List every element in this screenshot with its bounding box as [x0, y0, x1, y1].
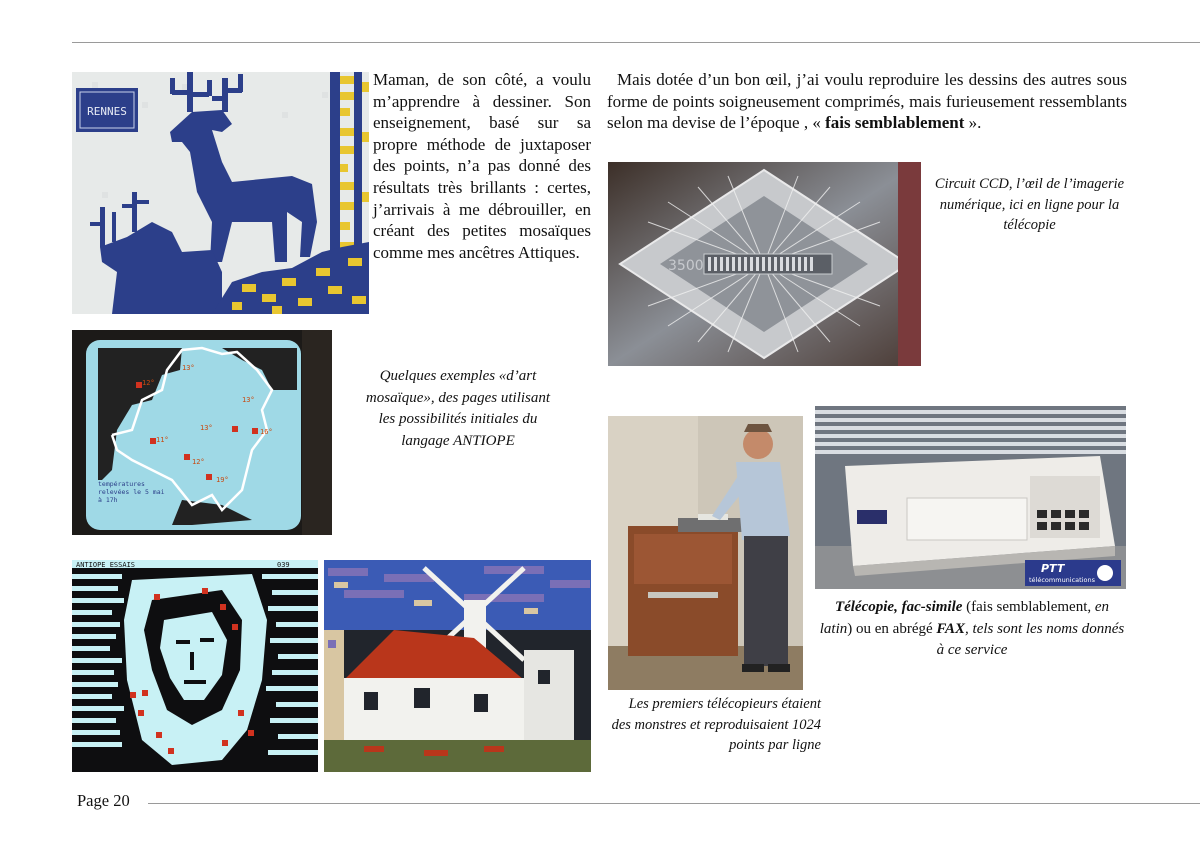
deer-mosaic-image — [72, 72, 369, 314]
windmill-mosaic-image — [324, 560, 591, 772]
map-temp: 16° — [260, 428, 273, 436]
fax-caption-term-3: FAX — [936, 620, 966, 637]
fax-caption-mid: (fais semblablement, — [962, 599, 1095, 615]
ccd-chip-image — [608, 162, 921, 366]
left-paragraph: Maman, de son côté, a voulu m’apprendre à dessiner. Son enseignement, basé sur sa propre méthode de juxtaposer des points, n’a pas donné des résultats très brillants : certes, j’arrivais à me débrouiller, en créant des petites mosaïques comme mes ancêtres Attiques. — [373, 70, 591, 262]
mosaic-caption: Quelques exemples «d’art mosaïque», des pages utilisant les possibilités initiales du langage ANTIOPE — [365, 368, 551, 449]
map-temp: 13° — [182, 364, 195, 372]
rennes-label: RENNES — [87, 105, 127, 118]
portrait-header-right: 039 — [277, 561, 290, 569]
fax-brand: PTT — [1041, 562, 1065, 575]
right-paragraph — [607, 69, 1127, 134]
right-paragraph-end: ». — [964, 113, 982, 133]
fax-caption-end: , tels sont les noms donnés à ce service — [936, 620, 1125, 658]
map-screen-text: relevées le 5 mai — [98, 488, 165, 496]
map-temp: 13° — [242, 396, 255, 404]
fax-caption-latin: en latin — [819, 599, 1110, 637]
top-rule — [72, 42, 1200, 43]
fax-operator-caption: Les premiers télécopieurs étaient des monstres et reproduisaient 1024 points par ligne — [611, 696, 821, 753]
map-screen-text: températures — [98, 480, 145, 488]
fax-caption-sep: , — [894, 599, 902, 615]
fax-caption-mid2: ) ou en abrégé — [847, 620, 937, 637]
page-number: Page 20 — [77, 791, 130, 810]
motto-bold: fais semblablement — [825, 113, 965, 133]
weather-map-image — [72, 330, 332, 535]
bottom-rule — [148, 803, 1200, 804]
fax-operator-photo — [608, 416, 803, 690]
portrait-header: ANTIOPE ESSAIS — [76, 561, 136, 569]
portrait-mosaic-image — [72, 560, 318, 772]
map-temp: 13° — [200, 424, 213, 432]
map-temp: 11° — [156, 436, 169, 444]
fax-machine-photo — [815, 406, 1126, 589]
chip-marking: 3500 — [668, 258, 704, 274]
map-temp: 12° — [142, 379, 155, 387]
fax-brand-sub: télécommunications — [1029, 576, 1096, 584]
map-temp: 12° — [192, 458, 205, 466]
fax-caption-term-2: fac-simile — [901, 599, 963, 615]
fax-caption — [818, 597, 1126, 662]
map-screen-text: à 17h — [98, 496, 118, 504]
right-paragraph-text: Mais dotée d’un bon œil, j’ai voulu reproduire les dessins des autres sous forme de points soigneusement comprimés, mais furieusement ressemblants selon ma devise de l’époque , « — [607, 70, 1127, 133]
ccd-caption: Circuit CCD, l’œil de l’imagerie numérique, ici en ligne pour la télécopie — [934, 176, 1125, 233]
fax-caption-term-1: Télécopie — [834, 599, 895, 615]
map-temp: 19° — [216, 476, 229, 484]
